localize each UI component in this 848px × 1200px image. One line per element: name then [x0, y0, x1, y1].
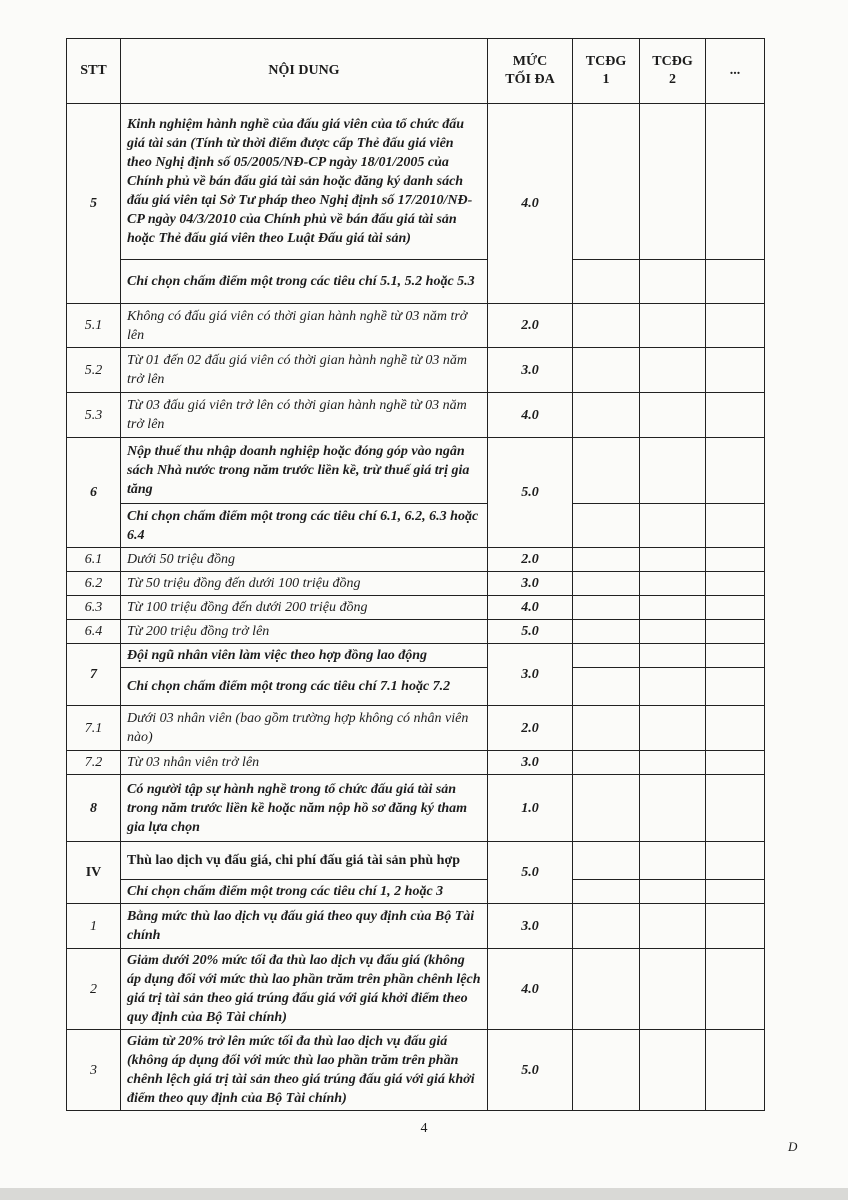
more-cell — [706, 104, 765, 260]
criterion-title: Thù lao dịch vụ đấu giá, chi phí đấu giá tài sản phù hợp — [121, 842, 488, 880]
table-row — [67, 104, 765, 260]
criterion-content: Giảm từ 20% trở lên mức tối đa thù lao dịch vụ đấu giá (không áp dụng đối với mức thù lao phần trăm trên phần chênh lệch giá trị tài sản theo giá trúng đấu giá với giá khởi điểm theo quy định của Bộ Tài chính) — [121, 1030, 488, 1111]
more-cell — [706, 880, 765, 904]
stt-cell: 2 — [67, 949, 121, 1030]
table-row — [67, 904, 765, 949]
org1-cell — [573, 880, 640, 904]
scoring-table — [66, 38, 765, 1111]
more-cell — [706, 596, 765, 620]
table-row — [67, 1030, 765, 1111]
max-score-cell: 5.0 — [488, 842, 573, 904]
org1-cell — [573, 706, 640, 751]
org1-cell — [573, 348, 640, 393]
stt-cell: IV — [67, 842, 121, 904]
org2-cell — [640, 393, 706, 438]
table-row — [67, 393, 765, 438]
criterion-content: Từ 100 triệu đồng đến dưới 200 triệu đồng — [121, 596, 488, 620]
org1-cell — [573, 751, 640, 775]
org1-cell — [573, 842, 640, 880]
header-org-2: TCĐG 2 — [640, 39, 706, 104]
criterion-content: Bằng mức thù lao dịch vụ đấu giá theo quy định của Bộ Tài chính — [121, 904, 488, 949]
max-score-cell: 2.0 — [488, 304, 573, 348]
header-stt: STT — [67, 39, 121, 104]
max-score-cell: 3.0 — [488, 751, 573, 775]
max-score-cell: 4.0 — [488, 596, 573, 620]
stt-cell: 8 — [67, 775, 121, 842]
stt-cell: 6.2 — [67, 572, 121, 596]
org2-cell — [640, 260, 706, 304]
org2-cell — [640, 775, 706, 842]
criterion-title: Kinh nghiệm hành nghề của đấu giá viên của tổ chức đấu giá tài sản (Tính từ thời điểm được cấp Thẻ đấu giá viên theo Nghị định số 05/2005/NĐ-CP ngày 18/01/2005 của Chính phủ về bán đấu giá tài sản hoặc đăng ký danh sách đấu giá viên tại Sở Tư pháp theo Nghị định số 17/2010/NĐ-CP ngày 04/3/2010 của Chính phủ về bán đấu giá tài sản hoặc Thẻ đấu giá viên theo Luật Đấu giá tài sản) — [121, 104, 488, 260]
criterion-content: Có người tập sự hành nghề trong tổ chức đấu giá tài sản trong năm trước liền kề hoặc năm nộp hồ sơ đăng ký tham gia lựa chọn — [121, 775, 488, 842]
org1-cell — [573, 104, 640, 260]
more-cell — [706, 260, 765, 304]
table-row — [67, 572, 765, 596]
org1-cell — [573, 668, 640, 706]
more-cell — [706, 668, 765, 706]
header-row — [67, 39, 765, 104]
criterion-content: Dưới 50 triệu đồng — [121, 548, 488, 572]
org2-cell — [640, 548, 706, 572]
stt-cell: 6 — [67, 438, 121, 548]
org1-cell — [573, 620, 640, 644]
max-score-cell: 2.0 — [488, 548, 573, 572]
org1-cell — [573, 548, 640, 572]
criterion-content: Từ 200 triệu đồng trở lên — [121, 620, 488, 644]
more-cell — [706, 842, 765, 880]
more-cell — [706, 438, 765, 504]
criterion-note: Chỉ chọn chấm điểm một trong các tiêu chí 7.1 hoặc 7.2 — [121, 668, 488, 706]
max-score-cell: 3.0 — [488, 644, 573, 706]
corner-mark: D — [788, 1139, 798, 1154]
stt-cell: 5.3 — [67, 393, 121, 438]
criterion-title: Đội ngũ nhân viên làm việc theo hợp đồng lao động — [121, 644, 488, 668]
stt-cell: 7 — [67, 644, 121, 706]
more-cell — [706, 706, 765, 751]
org2-cell — [640, 949, 706, 1030]
org2-cell — [640, 706, 706, 751]
org2-cell — [640, 880, 706, 904]
org2-cell — [640, 1030, 706, 1111]
max-score-cell: 4.0 — [488, 393, 573, 438]
criterion-content: Từ 03 đấu giá viên trở lên có thời gian hành nghề từ 03 năm trở lên — [121, 393, 488, 438]
org2-cell — [640, 304, 706, 348]
stt-cell: 6.3 — [67, 596, 121, 620]
stt-cell: 5.2 — [67, 348, 121, 393]
criterion-content: Giảm dưới 20% mức tối đa thù lao dịch vụ đấu giá (không áp dụng đối với mức thù lao phần trăm trên phần chênh lệch giá trị tài sản theo giá trúng đấu giá với giá khởi điểm theo quy định của Bộ Tài chính) — [121, 949, 488, 1030]
stt-cell: 5.1 — [67, 304, 121, 348]
table-row — [67, 596, 765, 620]
table-row — [67, 438, 765, 504]
more-cell — [706, 620, 765, 644]
stt-cell: 6.4 — [67, 620, 121, 644]
more-cell — [706, 1030, 765, 1111]
more-cell — [706, 644, 765, 668]
table-row — [67, 706, 765, 751]
max-score-cell: 4.0 — [488, 949, 573, 1030]
max-score-cell: 4.0 — [488, 104, 573, 304]
table-row — [67, 548, 765, 572]
more-cell — [706, 348, 765, 393]
header-more: ... — [706, 39, 765, 104]
max-score-cell: 5.0 — [488, 1030, 573, 1111]
more-cell — [706, 904, 765, 949]
criterion-content: Dưới 03 nhân viên (bao gồm trường hợp không có nhân viên nào) — [121, 706, 488, 751]
org1-cell — [573, 260, 640, 304]
stt-cell: 5 — [67, 104, 121, 304]
table-row — [67, 668, 765, 706]
table-row — [67, 949, 765, 1030]
org2-cell — [640, 620, 706, 644]
scan-edge — [0, 1188, 848, 1200]
stt-cell: 3 — [67, 1030, 121, 1111]
table-row — [67, 842, 765, 880]
table-row — [67, 775, 765, 842]
stt-cell: 6.1 — [67, 548, 121, 572]
org1-cell — [573, 644, 640, 668]
max-score-cell: 3.0 — [488, 348, 573, 393]
table-row — [67, 880, 765, 904]
org1-cell — [573, 1030, 640, 1111]
more-cell — [706, 775, 765, 842]
org1-cell — [573, 596, 640, 620]
criterion-note: Chỉ chọn chấm điểm một trong các tiêu chí 5.1, 5.2 hoặc 5.3 — [121, 260, 488, 304]
org2-cell — [640, 644, 706, 668]
table-row — [67, 260, 765, 304]
org2-cell — [640, 438, 706, 504]
more-cell — [706, 751, 765, 775]
more-cell — [706, 393, 765, 438]
org2-cell — [640, 842, 706, 880]
max-score-cell: 5.0 — [488, 620, 573, 644]
criterion-content: Không có đấu giá viên có thời gian hành nghề từ 03 năm trở lên — [121, 304, 488, 348]
max-score-cell: 3.0 — [488, 904, 573, 949]
stt-cell: 7.2 — [67, 751, 121, 775]
org1-cell — [573, 393, 640, 438]
criterion-content: Từ 50 triệu đồng đến dưới 100 triệu đồng — [121, 572, 488, 596]
org2-cell — [640, 572, 706, 596]
more-cell — [706, 572, 765, 596]
org2-cell — [640, 504, 706, 548]
more-cell — [706, 504, 765, 548]
table-row — [67, 751, 765, 775]
org1-cell — [573, 949, 640, 1030]
table-row — [67, 504, 765, 548]
max-score-cell: 2.0 — [488, 706, 573, 751]
header-content: NỘI DUNG — [121, 39, 488, 104]
org1-cell — [573, 438, 640, 504]
table-row — [67, 620, 765, 644]
table-row — [67, 348, 765, 393]
criterion-note: Chỉ chọn chấm điểm một trong các tiêu chí 6.1, 6.2, 6.3 hoặc 6.4 — [121, 504, 488, 548]
org1-cell — [573, 504, 640, 548]
more-cell — [706, 949, 765, 1030]
org2-cell — [640, 596, 706, 620]
max-score-cell: 3.0 — [488, 572, 573, 596]
header-org-1: TCĐG 1 — [573, 39, 640, 104]
org1-cell — [573, 775, 640, 842]
table-row — [67, 304, 765, 348]
org2-cell — [640, 904, 706, 949]
org1-cell — [573, 572, 640, 596]
max-score-cell: 5.0 — [488, 438, 573, 548]
org2-cell — [640, 668, 706, 706]
org1-cell — [573, 304, 640, 348]
more-cell — [706, 304, 765, 348]
more-cell — [706, 548, 765, 572]
criterion-title: Nộp thuế thu nhập doanh nghiệp hoặc đóng góp vào ngân sách Nhà nước trong năm trước liền kề, trừ thuế giá trị gia tăng — [121, 438, 488, 504]
org2-cell — [640, 348, 706, 393]
org1-cell — [573, 904, 640, 949]
page-number: 4 — [420, 1121, 428, 1136]
header-max-score: MỨC TỐI ĐA — [488, 39, 573, 104]
org2-cell — [640, 751, 706, 775]
table-row — [67, 644, 765, 668]
stt-cell: 7.1 — [67, 706, 121, 751]
criterion-content: Từ 03 nhân viên trở lên — [121, 751, 488, 775]
criterion-note: Chỉ chọn chấm điểm một trong các tiêu chí 1, 2 hoặc 3 — [121, 880, 488, 904]
criterion-content: Từ 01 đến 02 đấu giá viên có thời gian hành nghề từ 03 năm trở lên — [121, 348, 488, 393]
org2-cell — [640, 104, 706, 260]
stt-cell: 1 — [67, 904, 121, 949]
max-score-cell: 1.0 — [488, 775, 573, 842]
